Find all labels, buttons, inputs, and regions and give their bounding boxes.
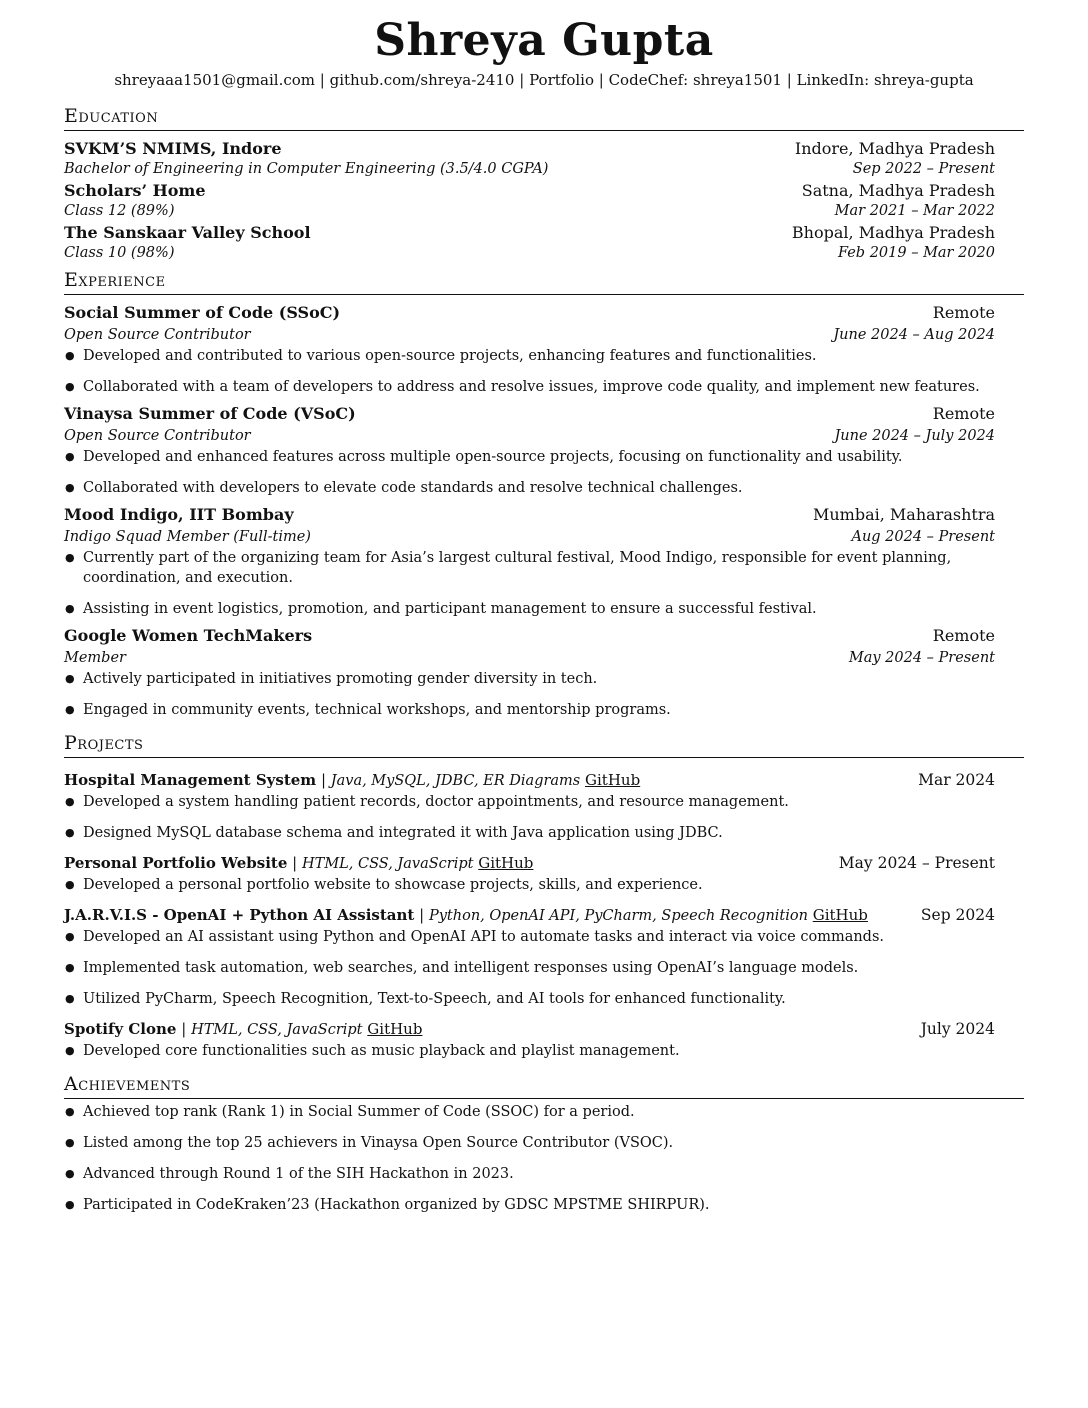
bullet-list <box>64 927 1024 1009</box>
experience-item <box>64 504 1024 619</box>
school-name: Scholars’ Home <box>64 181 206 200</box>
project-item <box>64 769 1024 843</box>
candidate-name: Shreya Gupta <box>374 15 714 66</box>
project-date: July 2024 <box>920 1020 995 1038</box>
role: Member <box>64 650 126 666</box>
project-tech: HTML, CSS, JavaScript <box>302 856 474 872</box>
project-date: May 2024 – Present <box>838 854 995 872</box>
project-item <box>64 904 1024 1009</box>
experience-item <box>64 403 1024 498</box>
bullet-item: ● Utilized PyCharm, Speech Recognition, Text-to-Speech, and AI tools for enhanced functionality. <box>64 989 1024 1009</box>
education-heading: Education <box>64 104 1024 131</box>
bullet-list <box>64 1102 1024 1215</box>
education-dates: Feb 2019 – Mar 2020 <box>837 245 995 261</box>
org-name: Google Women TechMakers <box>64 626 313 645</box>
bullet-list <box>64 1041 1024 1061</box>
education-dates: Sep 2022 – Present <box>852 161 995 177</box>
school-location: Bhopal, Madhya Pradesh <box>791 223 995 242</box>
bullet-item: ● Actively participated in initiatives promoting gender diversity in tech. <box>64 669 1024 689</box>
separator: | <box>181 1020 187 1038</box>
org-location: Mumbai, Maharashtra <box>812 505 995 524</box>
project-tech: Python, OpenAI API, PyCharm, Speech Recognition <box>428 908 808 924</box>
project-item <box>64 1018 1024 1061</box>
bullet-item: ● Implemented task automation, web searches, and intelligent responses using OpenAI’s language models. <box>64 958 1024 978</box>
bullet-item: ● Collaborated with a team of developers to address and resolve issues, improve code quality, and implement new features. <box>64 377 1024 397</box>
resume-page <box>64 14 1024 1226</box>
achievement-item: ● Achieved top rank (Rank 1) in Social Summer of Code (SSOC) for a period. <box>64 1102 1024 1122</box>
experience-dates: June 2024 – July 2024 <box>834 428 995 444</box>
role: Open Source Contributor <box>64 327 251 343</box>
role: Indigo Squad Member (Full-time) <box>64 529 311 545</box>
bullet-list <box>64 875 1024 895</box>
project-tech: HTML, CSS, JavaScript <box>191 1022 363 1038</box>
github-link[interactable]: GitHub <box>585 771 641 789</box>
bullet-list <box>64 548 1024 619</box>
education-dates: Mar 2021 – Mar 2022 <box>834 203 995 219</box>
bullet-item: ● Assisting in event logistics, promotion, and participant management to ensure a successful festival. <box>64 599 1024 619</box>
bullet-item: ● Engaged in community events, technical workshops, and mentorship programs. <box>64 700 1024 720</box>
project-name: Spotify Clone <box>64 1020 177 1038</box>
school-name: The Sanskaar Valley School <box>64 223 311 242</box>
bullet-item: ● Designed MySQL database schema and integrated it with Java application using JDBC. <box>64 823 1024 843</box>
github-link[interactable]: GitHub <box>367 1020 423 1038</box>
school-location: Satna, Madhya Pradesh <box>801 181 995 200</box>
bullet-list <box>64 346 1024 397</box>
github-link[interactable]: GitHub <box>812 906 868 924</box>
project-name: J.A.R.V.I.S - OpenAI + Python AI Assistant <box>64 906 415 924</box>
experience-dates: May 2024 – Present <box>848 650 995 666</box>
bullet-list <box>64 669 1024 720</box>
education-item <box>64 222 1024 264</box>
project-name: Hospital Management System <box>64 771 317 789</box>
project-date: Mar 2024 <box>918 771 995 789</box>
experience-item <box>64 625 1024 720</box>
project-name: Personal Portfolio Website <box>64 854 288 872</box>
org-name: Vinaysa Summer of Code (VSoC) <box>64 404 356 423</box>
bullet-item: ● Currently part of the organizing team for Asia’s largest cultural festival, Mood Indigo, responsible for event planning, coordination, and execution. <box>64 548 1024 588</box>
school-name: SVKM’S NMIMS, Indore <box>64 139 282 158</box>
degree: Class 12 (89%) <box>64 203 175 219</box>
experience-section <box>64 302 1024 720</box>
achievement-item: ● Advanced through Round 1 of the SIH Hackathon in 2023. <box>64 1164 1024 1184</box>
bullet-item: ● Developed a personal portfolio website to showcase projects, skills, and experience. <box>64 875 1024 895</box>
project-tech: Java, MySQL, JDBC, ER Diagrams <box>330 773 581 789</box>
education-section <box>64 138 1024 264</box>
experience-item <box>64 302 1024 397</box>
education-item <box>64 180 1024 222</box>
org-location: Remote <box>932 303 995 322</box>
experience-dates: June 2024 – Aug 2024 <box>833 327 995 343</box>
degree: Bachelor of Engineering in Computer Engineering (3.5/4.0 CGPA) <box>64 161 549 177</box>
projects-heading: Projects <box>64 731 1024 758</box>
experience-heading: Experience <box>64 268 1024 295</box>
achievement-item: ● Participated in CodeKraken’23 (Hackathon organized by GDSC MPSTME SHIRPUR). <box>64 1195 1024 1215</box>
org-name: Social Summer of Code (SSoC) <box>64 303 341 322</box>
education-item <box>64 138 1024 180</box>
degree: Class 10 (98%) <box>64 245 175 261</box>
achievements-heading: Achievements <box>64 1072 1024 1099</box>
experience-dates: Aug 2024 – Present <box>851 529 995 545</box>
bullet-list <box>64 792 1024 843</box>
project-date: Sep 2024 <box>920 906 995 924</box>
org-name: Mood Indigo, IIT Bombay <box>64 505 294 524</box>
achievements-section <box>64 1102 1024 1215</box>
bullet-list <box>64 447 1024 498</box>
projects-section <box>64 769 1024 1061</box>
role: Open Source Contributor <box>64 428 251 444</box>
org-location: Remote <box>932 626 995 645</box>
separator: | <box>320 771 327 789</box>
achievement-item: ● Listed among the top 25 achievers in Vinaysa Open Source Contributor (VSOC). <box>64 1133 1024 1153</box>
bullet-item: ● Developed an AI assistant using Python and OpenAI API to automate tasks and interact via voice commands. <box>64 927 1024 947</box>
bullet-item: ● Developed a system handling patient records, doctor appointments, and resource management. <box>64 792 1024 812</box>
bullet-item: ● Developed and enhanced features across multiple open-source projects, focusing on functionality and usability. <box>64 447 1024 467</box>
org-location: Remote <box>932 404 995 423</box>
separator: | <box>292 854 298 872</box>
separator: | <box>419 906 425 924</box>
bullet-item: ● Developed and contributed to various open-source projects, enhancing features and functionalities. <box>64 346 1024 366</box>
school-location: Indore, Madhya Pradesh <box>794 139 995 158</box>
bullet-item: ● Developed core functionalities such as music playback and playlist management. <box>64 1041 1024 1061</box>
github-link[interactable]: GitHub <box>478 854 534 872</box>
bullet-item: ● Collaborated with developers to elevate code standards and resolve technical challenges. <box>64 478 1024 498</box>
project-item <box>64 852 1024 895</box>
contact-line: shreyaaa1501@gmail.com | github.com/shreya-2410 | Portfolio | CodeChef: shreya1501 | LinkedIn: shreya-gupta <box>114 71 974 89</box>
